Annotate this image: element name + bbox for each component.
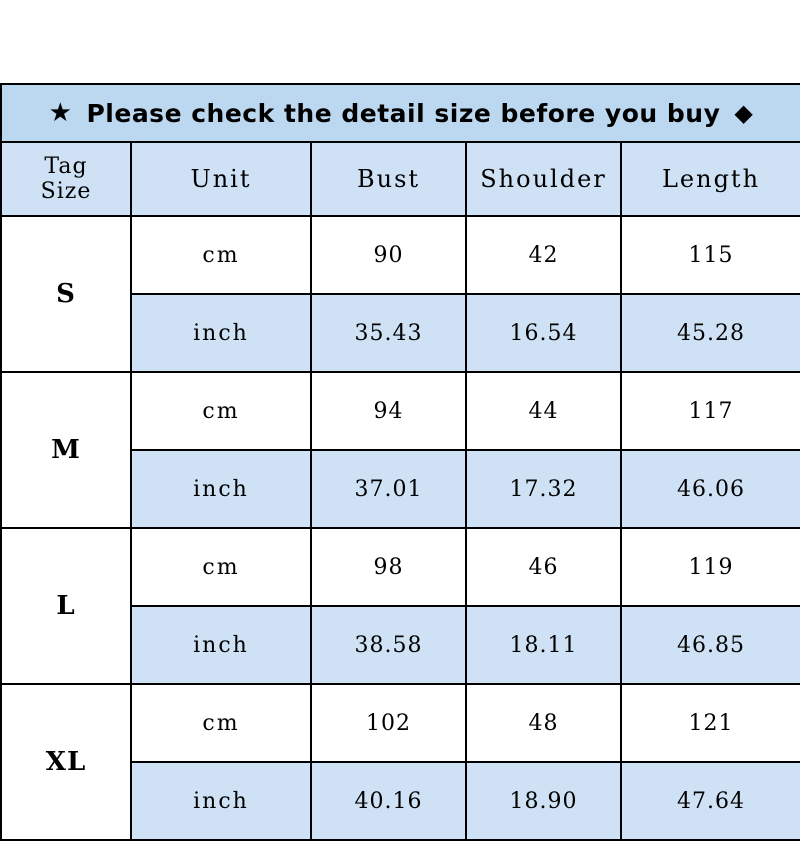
length-value-xl-inch: 47.64: [621, 762, 800, 840]
unit-cm: cm: [131, 372, 311, 450]
table-row: [1, 216, 800, 294]
header-tag-size: [1, 142, 131, 216]
bust-value-m-inch: 37.01: [311, 450, 466, 528]
length-value-s-cm: 115: [621, 216, 800, 294]
bust-value-s-cm: 90: [311, 216, 466, 294]
diamond-icon: ◆: [734, 99, 754, 127]
unit-cm: cm: [131, 684, 311, 762]
shoulder-value-l-cm: 46: [466, 528, 621, 606]
shoulder-value-xl-cm: 48: [466, 684, 621, 762]
unit-inch: inch: [131, 450, 311, 528]
table-row: [1, 528, 800, 606]
table-row: [1, 684, 800, 762]
bust-value-l-cm: 98: [311, 528, 466, 606]
shoulder-value-s-cm: 42: [466, 216, 621, 294]
size-label-xl: XL: [1, 684, 131, 840]
shoulder-value-l-inch: 18.11: [466, 606, 621, 684]
size-chart-container: [0, 83, 800, 841]
header-length: Length: [621, 142, 800, 216]
star-icon: ★: [48, 98, 73, 128]
banner-row: [1, 84, 800, 142]
banner-cell: [1, 84, 800, 142]
header-bust: Bust: [311, 142, 466, 216]
length-value-l-cm: 119: [621, 528, 800, 606]
length-value-s-inch: 45.28: [621, 294, 800, 372]
size-label-s: S: [1, 216, 131, 372]
table-row: [1, 372, 800, 450]
unit-cm: cm: [131, 216, 311, 294]
shoulder-value-m-inch: 17.32: [466, 450, 621, 528]
header-unit: Unit: [131, 142, 311, 216]
length-value-xl-cm: 121: [621, 684, 800, 762]
header-tag-size-line1: Tag: [44, 153, 88, 179]
size-chart-table: [0, 83, 800, 841]
table-header-row: [1, 142, 800, 216]
bust-value-s-inch: 35.43: [311, 294, 466, 372]
unit-inch: inch: [131, 762, 311, 840]
unit-inch: inch: [131, 294, 311, 372]
bust-value-l-inch: 38.58: [311, 606, 466, 684]
shoulder-value-xl-inch: 18.90: [466, 762, 621, 840]
bust-value-xl-inch: 40.16: [311, 762, 466, 840]
banner-text: Please check the detail size before you buy: [86, 98, 721, 128]
bust-value-xl-cm: 102: [311, 684, 466, 762]
size-label-l: L: [1, 528, 131, 684]
length-value-m-inch: 46.06: [621, 450, 800, 528]
unit-cm: cm: [131, 528, 311, 606]
bust-value-m-cm: 94: [311, 372, 466, 450]
size-label-m: M: [1, 372, 131, 528]
header-shoulder: Shoulder: [466, 142, 621, 216]
shoulder-value-m-cm: 44: [466, 372, 621, 450]
header-tag-size-line2: Size: [40, 179, 92, 204]
length-value-l-inch: 46.85: [621, 606, 800, 684]
unit-inch: inch: [131, 606, 311, 684]
length-value-m-cm: 117: [621, 372, 800, 450]
shoulder-value-s-inch: 16.54: [466, 294, 621, 372]
